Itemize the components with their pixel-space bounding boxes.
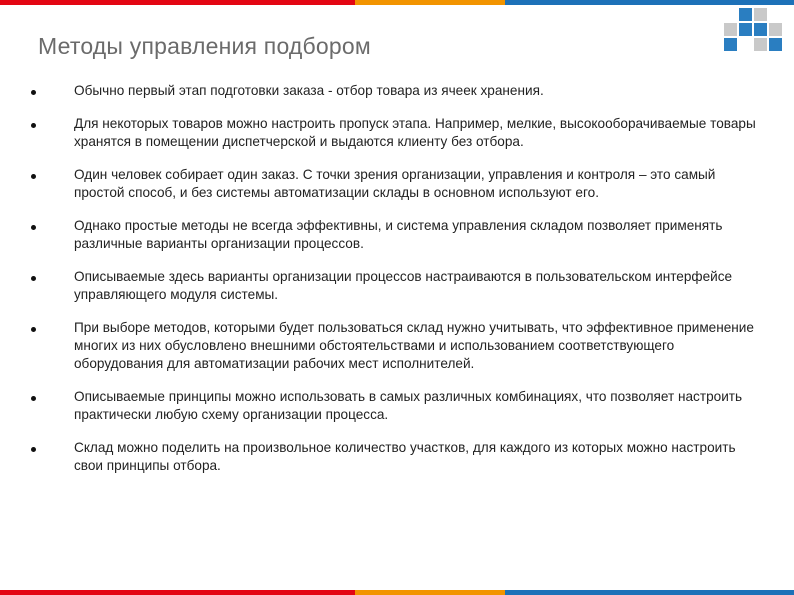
bullet-item [28,166,758,202]
bullet-item [28,388,758,424]
bottom-bar-blue-segment [505,590,794,595]
logo-square [754,23,767,36]
logo-square [769,38,782,51]
bullet-item [28,217,758,253]
logo-square [739,23,752,36]
bullet-item [28,319,758,373]
top-bar-red-segment [0,0,355,5]
slide-title: Методы управления подбором [38,33,371,59]
top-bar-blue-segment [505,0,794,5]
bullet-text: Для некоторых товаров можно настроить пропуск этапа. Например, мелкие, высокооборачиваемые товары хранятся в помещении диспетчерской и выдаются клиенту без отбора. [74,116,756,149]
bullet-item [28,268,758,304]
logo-square [754,38,767,51]
logo-square [769,23,782,36]
bullet-item [28,439,758,475]
bottom-bar-orange-segment [355,590,505,595]
bullet-item [28,115,758,151]
bullet-text: Описываемые принципы можно использовать в самых различных комбинациях, что позволяет настроить практически любую схему организации процесса. [74,389,743,422]
bullet-text: Один человек собирает один заказ. С точки зрения организации, управления и контроля – это самый простой способ, и без системы автоматизации склады в основном используют его. [74,167,716,200]
logo-square [739,8,752,21]
bullet-list [28,82,758,490]
bullet-dot-icon [31,225,36,230]
bullet-text: Обычно первый этап подготовки заказа - отбор товара из ячеек хранения. [74,83,544,98]
bullet-dot-icon [31,90,36,95]
bullet-dot-icon [31,396,36,401]
bullet-text: Однако простые методы не всегда эффективны, и система управления складом позволяет применять различные варианты организации процессов. [74,218,723,251]
bottom-accent-bar [0,590,794,595]
top-bar-orange-segment [355,0,505,5]
logo-square [754,8,767,21]
logo-square [724,38,737,51]
bullet-text: Склад можно поделить на произвольное количество участков, для каждого из которых можно настроить свои принципы отбора. [74,440,736,473]
top-accent-bar [0,0,794,5]
bullet-item [28,82,758,100]
bullet-dot-icon [31,447,36,452]
bullet-text: При выборе методов, которыми будет пользоваться склад нужно учитывать, что эффективное применение многих из них обусловлено внешними обстоятельствами и использованием соответствующего оборудования для автоматизации рабочих мест исполнителей. [74,320,754,371]
bullet-text: Описываемые здесь варианты организации процессов настраиваются в пользовательском интерфейсе управляющего модуля системы. [74,269,733,302]
logo-square [724,23,737,36]
bottom-bar-red-segment [0,590,355,595]
bullet-dot-icon [31,174,36,179]
bullet-dot-icon [31,123,36,128]
bullet-dot-icon [31,276,36,281]
company-logo-icon [722,8,784,52]
bullet-dot-icon [31,327,36,332]
